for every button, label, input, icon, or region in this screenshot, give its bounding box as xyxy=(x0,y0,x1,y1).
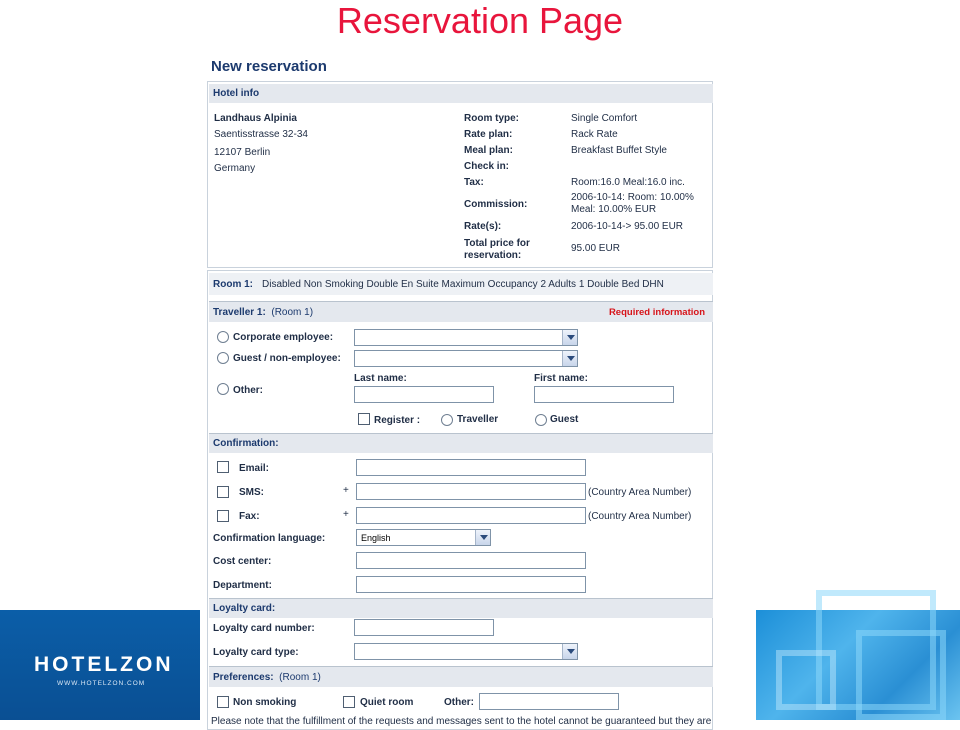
last-name-label: Last name: xyxy=(354,373,407,384)
register-guest-radio[interactable] xyxy=(535,414,547,426)
section-title: Hotel info xyxy=(213,88,260,99)
hotelzon-url: WWW.HOTELZON.COM xyxy=(57,680,146,687)
quiet-room-label: Quiet room xyxy=(360,697,414,708)
total-price-label-2: reservation: xyxy=(464,250,522,261)
room-description: Disabled Non Smoking Double En Suite Maximum Occupancy 2 Adults 1 Double Bed DHN xyxy=(262,279,664,290)
hotelzon-logo: HOTELZON xyxy=(34,653,174,676)
check-in-label: Check in: xyxy=(464,161,510,172)
other-label: Other: xyxy=(233,385,263,396)
first-name-label: First name: xyxy=(534,373,588,384)
register-traveller-radio[interactable] xyxy=(441,414,453,426)
cost-center-label: Cost center: xyxy=(213,556,272,567)
first-name-input[interactable] xyxy=(534,386,674,403)
form-heading: New reservation xyxy=(211,58,327,75)
decorative-image xyxy=(756,610,960,720)
email-checkbox[interactable] xyxy=(217,461,229,473)
guest-select[interactable] xyxy=(354,350,578,367)
confirmation-language-select[interactable] xyxy=(356,529,491,546)
required-info-note: Required information xyxy=(608,307,705,318)
loyalty-type-label: Loyalty card type: xyxy=(213,647,299,658)
hotel-info-header xyxy=(209,84,713,103)
preferences-header xyxy=(209,666,713,687)
chevron-down-icon xyxy=(562,330,577,345)
corporate-employee-select[interactable] xyxy=(354,329,578,346)
loyalty-type-select[interactable] xyxy=(354,643,578,660)
loyalty-number-label: Loyalty card number: xyxy=(213,623,315,634)
hotelzon-brand-panel xyxy=(0,610,200,720)
meal-plan-value: Breakfast Buffet Style xyxy=(571,145,667,156)
register-checkbox[interactable] xyxy=(358,413,370,425)
fax-input[interactable] xyxy=(356,507,586,524)
tax-label: Tax: xyxy=(464,177,484,188)
non-smoking-label: Non smoking xyxy=(233,697,297,708)
commission-label: Commission: xyxy=(464,199,528,210)
hotel-info-panel xyxy=(207,81,713,268)
department-input[interactable] xyxy=(356,576,586,593)
cost-center-input[interactable] xyxy=(356,552,586,569)
chevron-down-icon xyxy=(475,530,490,545)
sms-checkbox[interactable] xyxy=(217,486,229,498)
preferences-other-input[interactable] xyxy=(479,693,619,710)
room-header xyxy=(209,273,713,295)
preferences-note: Please note that the fulfillment of the requests and messages sent to the hotel cannot be guaranteed but they are xyxy=(211,716,712,727)
loyalty-header xyxy=(209,598,713,618)
rates-value: 2006-10-14-> 95.00 EUR xyxy=(571,221,684,232)
hotel-street: Saentisstrasse 32-34 xyxy=(214,129,308,140)
guest-radio[interactable] xyxy=(217,352,229,364)
confirmation-language-label: Confirmation language: xyxy=(213,533,326,544)
other-radio[interactable] xyxy=(217,383,229,395)
traveller-header xyxy=(209,301,713,322)
tax-value: Room:16.0 Meal:16.0 inc. xyxy=(571,177,685,188)
chevron-down-icon xyxy=(562,351,577,366)
room-type-value: Single Comfort xyxy=(571,113,638,124)
sms-plus: + xyxy=(343,485,349,496)
fax-plus: + xyxy=(343,509,349,520)
confirmation-header xyxy=(209,433,713,453)
loyalty-number-input[interactable] xyxy=(354,619,494,636)
register-traveller-label: Traveller xyxy=(457,414,499,425)
commission-value-2: Meal: 10.00% EUR xyxy=(571,204,657,215)
hotel-country: Germany xyxy=(214,163,256,174)
corporate-employee-radio[interactable] xyxy=(217,331,229,343)
total-price-value: 95.00 EUR xyxy=(571,243,620,254)
guest-label: Guest / non-employee: xyxy=(233,353,341,364)
corporate-employee-label: Corporate employee: xyxy=(233,332,334,343)
email-label: Email: xyxy=(239,463,270,474)
non-smoking-checkbox[interactable] xyxy=(217,696,229,708)
selected-language: English xyxy=(361,533,391,543)
hotel-city: 12107 Berlin xyxy=(214,147,271,158)
meal-plan-label: Meal plan: xyxy=(464,145,513,156)
room-panel xyxy=(207,270,713,730)
room-label: Room 1: xyxy=(213,279,253,290)
loyalty-label: Loyalty card: xyxy=(213,603,276,614)
quiet-room-checkbox[interactable] xyxy=(343,696,355,708)
slide-title: Reservation Page xyxy=(336,0,624,41)
reservation-form xyxy=(207,52,713,727)
rate-plan-value: Rack Rate xyxy=(571,129,618,140)
last-name-input[interactable] xyxy=(354,386,494,403)
sms-label: SMS: xyxy=(239,487,264,498)
confirmation-label: Confirmation: xyxy=(213,438,279,449)
room-type-label: Room type: xyxy=(464,113,519,124)
commission-value-1: 2006-10-14: Room: 10.00% xyxy=(571,192,694,203)
total-price-label-1: Total price for xyxy=(464,238,530,249)
department-label: Department: xyxy=(213,580,272,591)
register-guest-label: Guest xyxy=(550,414,579,425)
chevron-down-icon xyxy=(562,644,577,659)
fax-label: Fax: xyxy=(239,511,260,522)
fax-hint: (Country Area Number) xyxy=(588,511,692,522)
traveller-label: Traveller 1: (Room 1) xyxy=(213,307,314,318)
rates-label: Rate(s): xyxy=(464,221,502,232)
hotel-name: Landhaus Alpinia xyxy=(214,113,297,124)
sms-input[interactable] xyxy=(356,483,586,500)
preferences-other-label: Other: xyxy=(444,697,474,708)
email-input[interactable] xyxy=(356,459,586,476)
sms-hint: (Country Area Number) xyxy=(588,487,692,498)
register-label: Register : xyxy=(374,415,421,426)
fax-checkbox[interactable] xyxy=(217,510,229,522)
preferences-label: Preferences: (Room 1) xyxy=(213,672,321,683)
rate-plan-label: Rate plan: xyxy=(464,129,513,140)
